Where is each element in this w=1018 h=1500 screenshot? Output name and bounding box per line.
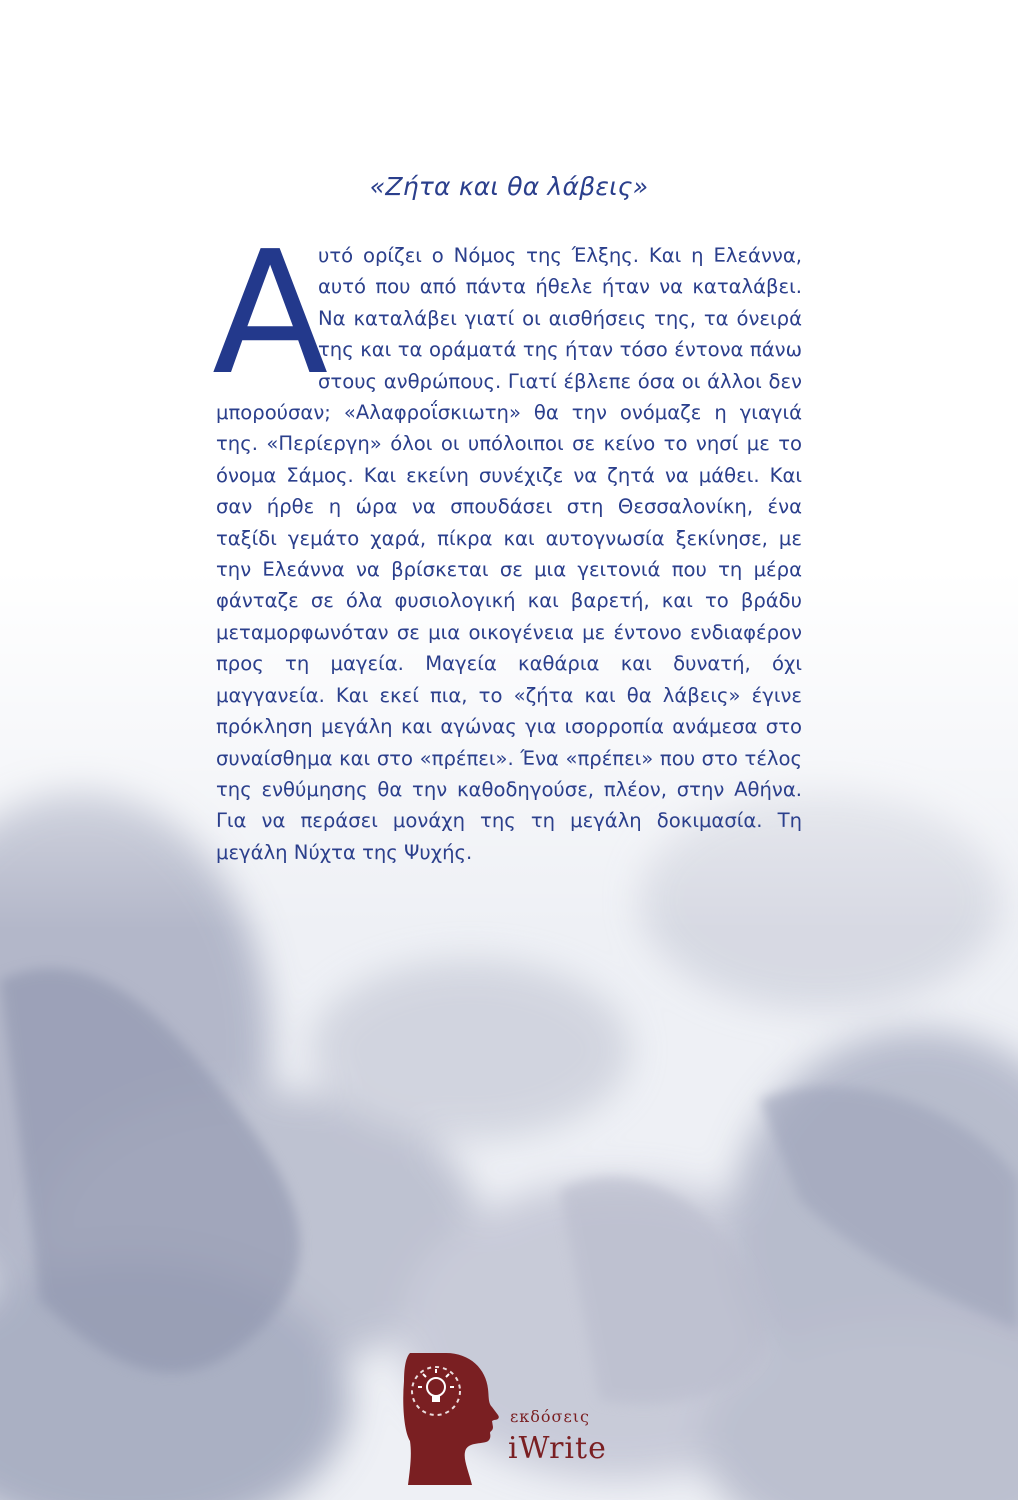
body-text: υτό ορίζει ο Νόμος της Έλξης. Και η Ελεάννα, αυτό που από πάντα ήθελε ήταν να καταλάβει. Να καταλάβει γιατί οι αισθήσεις της, τα όνειρά της και τα οράματά της ήταν τόσο έντονα πάνω στους ανθρώπους. Γιατί έβλεπε όσα οι άλλοι δεν μπορούσαν; «Αλαφροΐσκιωτη» θα την ονόμαζε η γιαγιά της. «Περίεργη» όλοι οι υπόλοιποι σε κείνο το νησί με το όνομα Σάμος. Και εκείνη συνέχιζε να ζητά να μάθει. Και σαν ήρθε η ώρα να σπουδάσει στη Θεσσαλονίκη, ένα ταξίδι γεμάτο χαρά, πίκρα και αυτογνωσία ξεκίνησε, με την Ελεάννα να βρίσκεται σε μια γειτονιά που τη μέρα φάνταζε σε όλα φυσιολογική και βαρετή, και το βράδυ μεταμορφωνόταν σε μια οικογένεια με έντονο ενδιαφέρον προς τη μαγεία. Μαγεία καθάρια και δυνατή, όχι μαγγανεία. Και εκεί πια, το «ζήτα και θα λάβεις» έγινε πρόκληση μεγάλη και αγώνας για ισορροπία ανάμεσα στο συναίσθημα και στο «πρέπει». Ένα «πρέπει» που στο τέλος της ενθύμησης θα την καθοδηγούσε, πλέον, στην Αθήνα. Για να περάσει μονάχη της τη μεγάλη δοκιμασία. Τη μεγάλη Νύχτα της Ψυχής. [216, 244, 802, 864]
drop-cap: Α [212, 215, 329, 413]
body-paragraph [212, 215, 802, 868]
head-lightbulb-icon [398, 1345, 508, 1495]
publisher-label: εκδόσεις [510, 1407, 590, 1426]
publisher-name: iWrite [508, 1431, 607, 1466]
publisher-logo [398, 1345, 648, 1495]
epigraph: «Ζήτα και θα λάβεις» [369, 172, 649, 201]
